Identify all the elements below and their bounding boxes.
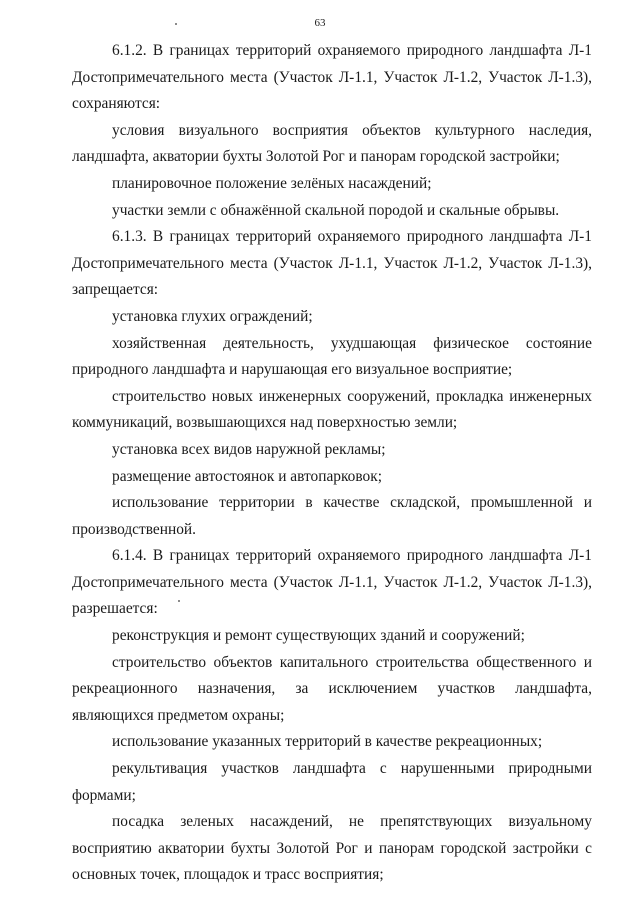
list-item: планировочное положение зелёных насаждений; bbox=[112, 174, 432, 192]
list-item: установка глухих ограждений; bbox=[112, 307, 313, 325]
list-item: посадка зеленых насаждений, не препятствующих визуальному восприятию акватории бухты Золотой Рог и панорам городской застройки с основных точек, площадок и трасс восприятия; bbox=[72, 813, 592, 884]
list-item: строительство новых инженерных сооружений, прокладка инженерных коммуникаций, возвышающихся над поверхностью земли; bbox=[72, 387, 592, 432]
list-item: строительство объектов капитального строительства общественного и рекреационного назначения, за исключением участков ландшафта, являющихся предметом охраны; bbox=[72, 653, 592, 724]
list-item: реконструкция и ремонт существующих зданий и сооружений; bbox=[112, 627, 525, 645]
list-item: использование территории в качестве складской, промышленной и производственной. bbox=[72, 494, 592, 538]
list-item: рекультивация участков ландшафта с нарушенными природными формами; bbox=[72, 760, 592, 804]
list-item: хозяйственная деятельность, ухудшающая физическое состояние природного ландшафта и нарушающая его визуальное восприятие; bbox=[72, 334, 592, 379]
page-number: 63 bbox=[314, 17, 326, 29]
clause-6-1-4-intro: 6.1.4. В границах территорий охраняемого природного ландшафта Л-1 Достопримечательного места (Участок Л-1.1, Участок Л-1.2, Участок Л-1.3), разрешается: bbox=[72, 547, 592, 618]
clause-6-1-3-intro: 6.1.3. В границах территорий охраняемого природного ландшафта Л-1 Достопримечательного места (Участок Л-1.1, Участок Л-1.2, Участок Л-1.3), запрещается: bbox=[72, 228, 592, 299]
list-item: условия визуального восприятия объектов культурного наследия, ландшафта, акватории бухты Золотой Рог и панорам городской застройки; bbox=[72, 121, 592, 166]
list-item: установка всех видов наружной рекламы; bbox=[112, 440, 386, 458]
list-item: размещение автостоянок и автопарковок; bbox=[112, 467, 382, 485]
list-item: участки земли с обнажённой скальной породой и скальные обрывы. bbox=[112, 201, 560, 219]
document-body bbox=[72, 38, 592, 889]
list-item: использование указанных территорий в качестве рекреационных; bbox=[112, 733, 543, 751]
clause-6-1-2-intro: 6.1.2. В границах территорий охраняемого природного ландшафта Л-1 Достопримечательного места (Участок Л-1.1, Участок Л-1.2, Участок Л-1.3), сохраняются: bbox=[72, 42, 592, 113]
scan-speck bbox=[175, 23, 177, 25]
